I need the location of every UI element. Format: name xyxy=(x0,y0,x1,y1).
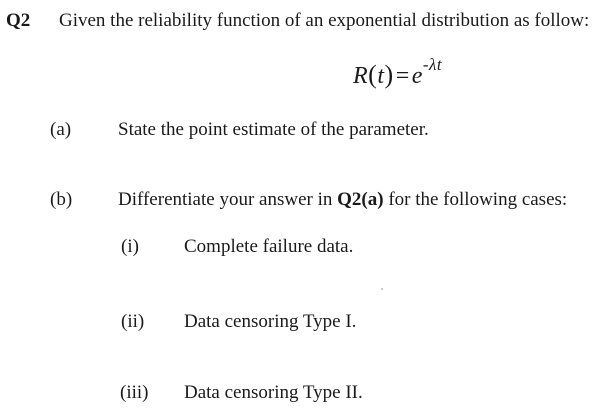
subpart-text: Data censoring Type I. xyxy=(184,311,357,332)
formula-base: e xyxy=(411,63,423,89)
formula-open-paren: ( xyxy=(368,60,378,89)
subpart-label: (i) xyxy=(121,236,139,257)
formula-equals: = xyxy=(395,63,410,89)
part-label: (b) xyxy=(50,189,73,210)
part-text-before: Differentiate your answer in xyxy=(118,189,338,210)
subpart-label: (iii) xyxy=(120,382,149,403)
part-label: (a) xyxy=(50,119,72,140)
formula-variable: t xyxy=(377,63,385,89)
question-stem: Given the reliability function of an exponential distribution as follow: xyxy=(59,10,590,31)
reliability-formula xyxy=(353,54,442,91)
scan-speck xyxy=(381,288,383,290)
question-reference: Q2(a) xyxy=(337,189,384,210)
part-text-after: for the following cases: xyxy=(383,189,568,210)
formula-close-paren: ) xyxy=(384,60,394,89)
part-text: State the point estimate of the parameter. xyxy=(118,119,429,140)
subpart-text: Complete failure data. xyxy=(184,236,354,257)
subpart-text: Data censoring Type II. xyxy=(184,382,363,403)
formula-lhs: R xyxy=(353,63,369,89)
part-text xyxy=(118,189,567,211)
question-number: Q2 xyxy=(6,10,31,31)
formula-exponent: -λt xyxy=(422,55,443,74)
subpart-label: (ii) xyxy=(121,311,145,332)
